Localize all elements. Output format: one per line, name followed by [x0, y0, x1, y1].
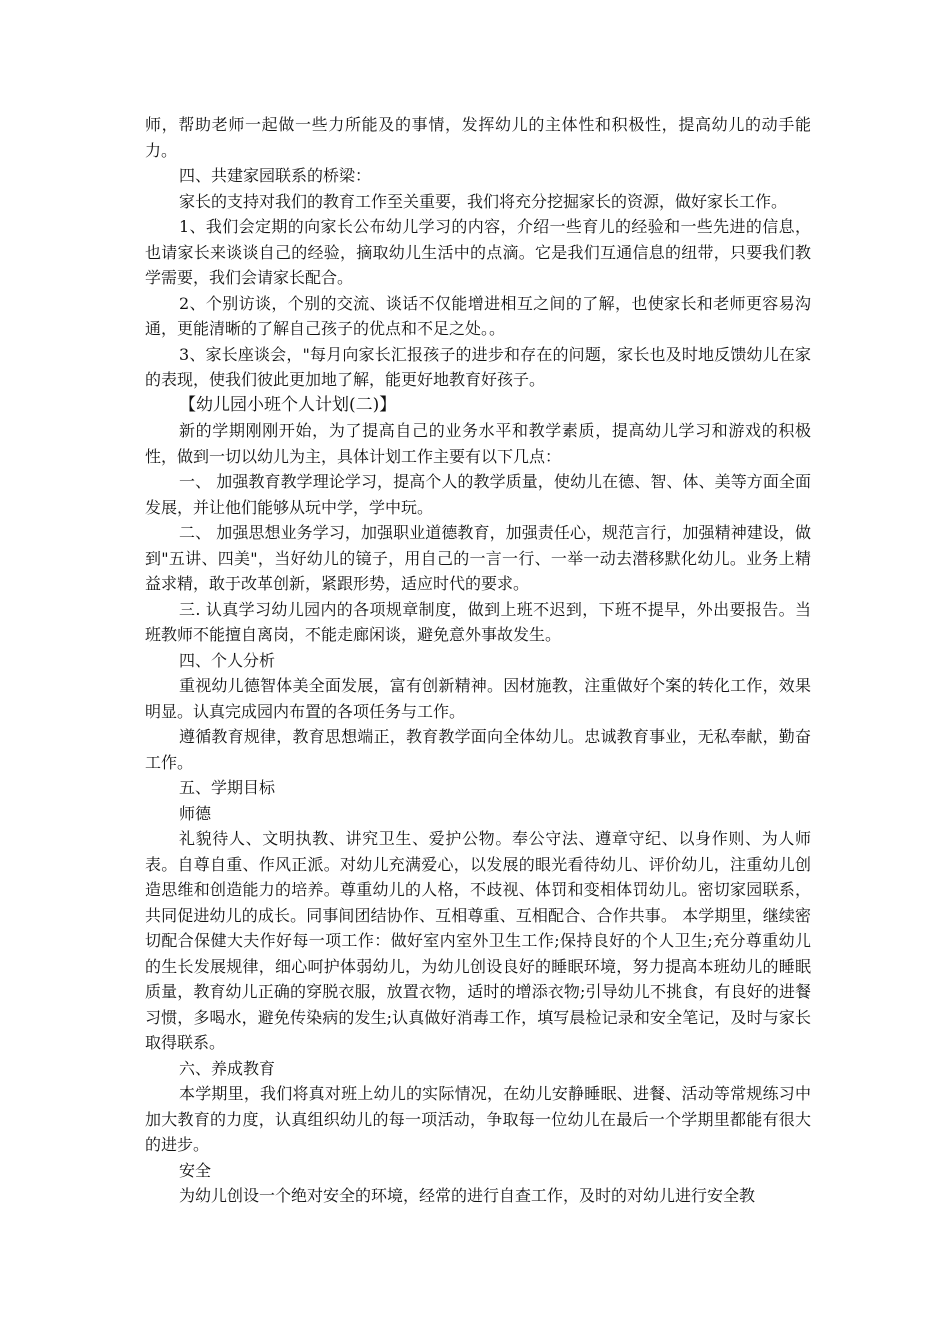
paragraph-point-1: 一、 加强教育教学理论学习，提高个人的教学质量，使幼儿在德、智、体、美等方面全面发展，并让他们能够从玩中学，学中玩。: [145, 472, 811, 517]
paragraph-intro: 新的学期刚刚开始，为了提高自己的业务水平和教学素质，提高幼儿学习和游戏的积极性，做到一切以幼儿为主，具体计划工作主要有以下几点：: [145, 421, 811, 466]
paragraph-ethics: 礼貌待人、文明执教、讲究卫生、爱护公物。奉公守法、遵章守纪、以身作则、为人师表。自尊自重、作风正派。对幼儿充满爱心，以发展的眼光看待幼儿、评价幼儿，注重幼儿创造思维和创造能力的培养。尊重幼儿的人格，不歧视、体罚和变相体罚幼儿。密切家园联系，共同促进幼儿的成长。同事间团结协作、互相尊重、互相配合、合作共事。 本学期里，继续密切配合保健大夫作好每一项工作：做好室内室外卫生工作;保持良好的个人卫生;充分尊重幼儿的生长发展规律，细心呵护体弱幼儿，为幼儿创设良好的睡眠环境，努力提高本班幼儿的睡眠质量，教育幼儿正确的穿脱衣服，放置衣物，适时的增添衣物;引导幼儿不挑食，有良好的进餐习惯，多喝水，避免传染病的发生;认真做好消毒工作，填写晨检记录和安全笔记，及时与家长取得联系。: [145, 829, 811, 1052]
paragraph-parent-support: 家长的支持对我们的教育工作至关重要，我们将充分挖掘家长的资源，做好家长工作。: [179, 191, 788, 211]
paragraph-safety: 为幼儿创设一个绝对安全的环境，经常的进行自查工作，及时的对幼儿进行安全教: [179, 1186, 756, 1205]
paragraph-continuation: 师，帮助老师一起做一些力所能及的事情，发挥幼儿的主体性和积极性，提高幼儿的动手能力。: [145, 115, 811, 160]
section-heading-analysis: 四、个人分析: [179, 650, 276, 670]
section-heading-home-school: 四、共建家园联系的桥梁：: [179, 166, 372, 185]
paragraph-point-2: 二、 加强思想业务学习，加强职业道德教育，加强责任心，规范言行，加强精神建设，做到"五讲、四美"，当好幼儿的镜子，用自己的一言一行、一举一动去潜移默化幼儿。业务上精益求精，敢于改革创新，紧跟形势，适应时代的要求。: [145, 523, 811, 593]
subheading-ethics: 师德: [179, 803, 212, 823]
paragraph-analysis-1: 重视幼儿德智体美全面发展，富有创新精神。因材施教，注重做好个案的转化工作，效果明显。认真完成园内布置的各项任务与工作。: [145, 676, 811, 721]
document-body: [145, 112, 811, 1209]
subheading-safety: 安全: [179, 1160, 212, 1180]
paragraph-analysis-2: 遵循教育规律，教育思想端正，教育教学面向全体幼儿。忠诚教育事业，无私奉献，勤奋工作。: [145, 727, 811, 772]
paragraph-point-3: 三. 认真学习幼儿园内的各项规章制度，做到上班不迟到，下班不提早，外出要报告。当班教师不能擅自离岗，不能走廊闲谈，避免意外事故发生。: [145, 599, 811, 644]
section-heading-habits: 六、养成教育: [179, 1058, 276, 1078]
paragraph-item-1: 1、我们会定期的向家长公布幼儿学习的内容，介绍一些育儿的经验和一些先进的信息，也请家长来谈谈自己的经验，摘取幼儿生活中的点滴。它是我们互通信息的纽带，只要我们教学需要，我们会请家长配合。: [145, 217, 811, 287]
paragraph-item-2: 2、个别访谈，个别的交流、谈话不仅能增进相互之间的了解，也使家长和老师更容易沟通，更能清晰的了解自己孩子的优点和不足之处。。: [145, 293, 811, 338]
paragraph-item-3: 3、家长座谈会，"每月向家长汇报孩子的进步和存在的问题，家长也及时地反馈幼儿在家的表现，使我们彼此更加地了解，能更好地教育好孩子。: [145, 344, 811, 389]
paragraph-habits: 本学期里，我们将真对班上幼儿的实际情况，在幼儿安静睡眠、进餐、活动等常规练习中加大教育的力度，认真组织幼儿的每一项活动，争取每一位幼儿在最后一个学期里都能有很大的进步。: [145, 1084, 811, 1154]
section-heading-goals: 五、学期目标: [179, 778, 276, 797]
plan-title: 【幼儿园小班个人计划(二)】: [179, 394, 397, 415]
